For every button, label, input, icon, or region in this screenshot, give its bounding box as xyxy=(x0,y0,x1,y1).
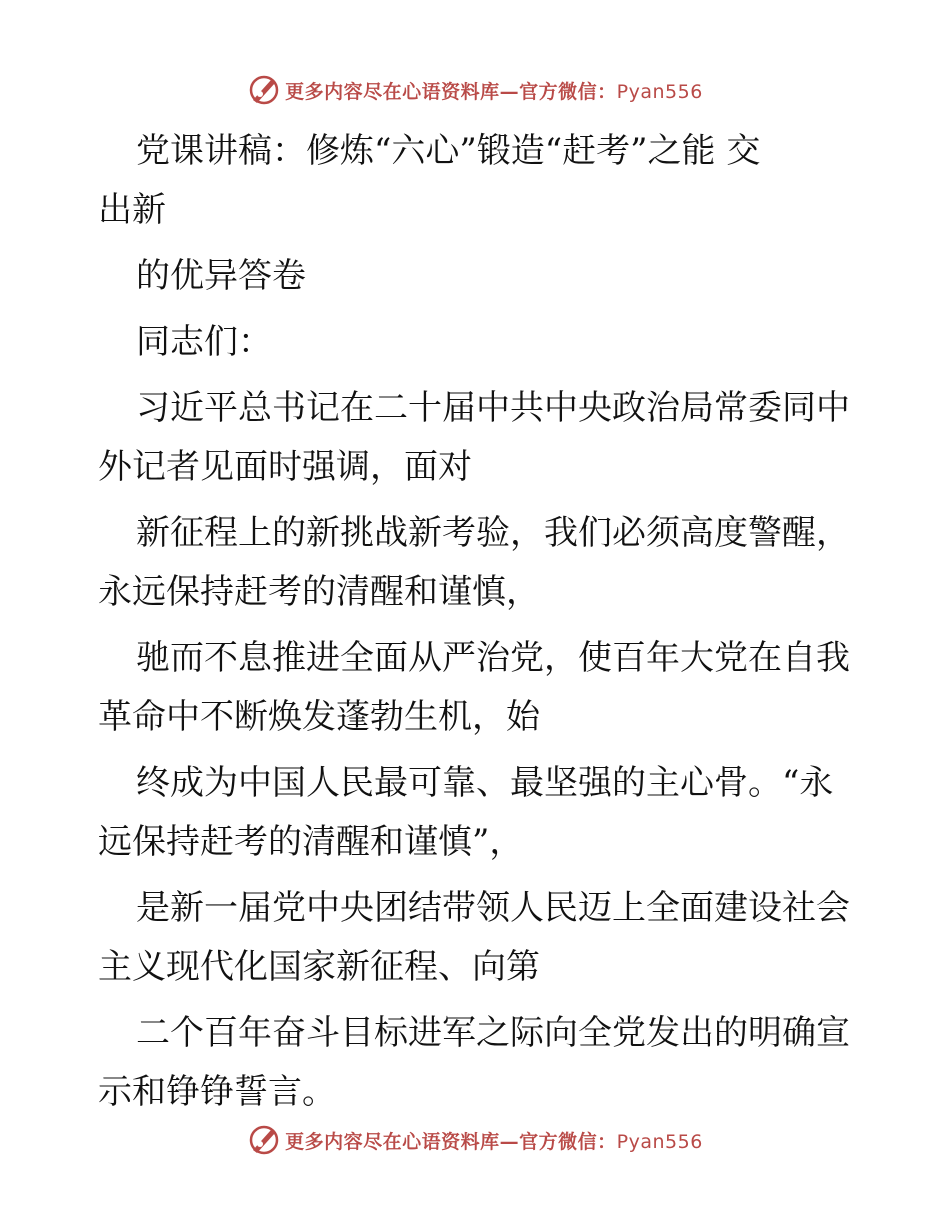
body-paragraph: 驰而不息推进全面从严治党，使百年大党在自我 革命中不断焕发蓬勃生机，始 xyxy=(98,638,850,737)
salutation: 同志们： xyxy=(136,322,272,362)
body-paragraph: 终成为中国人民最可靠、最坚强的主心骨。“永 远保持赶考的清醒和谨慎”， xyxy=(98,763,834,862)
body-paragraph: 新征程上的新挑战新考验，我们必须高度警醒， 永远保持赶考的清醒和谨慎， xyxy=(98,513,850,612)
watermark-text xyxy=(285,77,703,104)
pen-logo-icon xyxy=(247,73,281,107)
title-line-2: 的优异答卷 xyxy=(136,256,306,296)
watermark-text-cn: 更多内容尽在心语资料库—官方微信： xyxy=(285,80,617,103)
body-paragraph: 二个百年奋斗目标进军之际向全党发出的明确宣 示和铮铮誓言。 xyxy=(98,1013,850,1112)
title-line-1: 党课讲稿：修炼“六心”锻造“赶考”之能 交 出新 xyxy=(98,131,761,230)
watermark-text-cn: 更多内容尽在心语资料库—官方微信： xyxy=(285,1130,617,1153)
body-paragraph: 习近平总书记在二十届中共中央政治局常委同中 外记者见面时强调，面对 xyxy=(98,388,850,487)
watermark-text xyxy=(285,1127,703,1154)
document-body xyxy=(98,122,858,1129)
watermark-wechat-id: Pyan556 xyxy=(616,1130,703,1153)
pen-logo-icon xyxy=(247,1123,281,1157)
header-watermark xyxy=(0,70,950,110)
watermark-wechat-id: Pyan556 xyxy=(616,80,703,103)
body-paragraph: 是新一届党中央团结带领人民迈上全面建设社会 主义现代化国家新征程、向第 xyxy=(98,888,850,987)
footer-watermark xyxy=(0,1120,950,1160)
